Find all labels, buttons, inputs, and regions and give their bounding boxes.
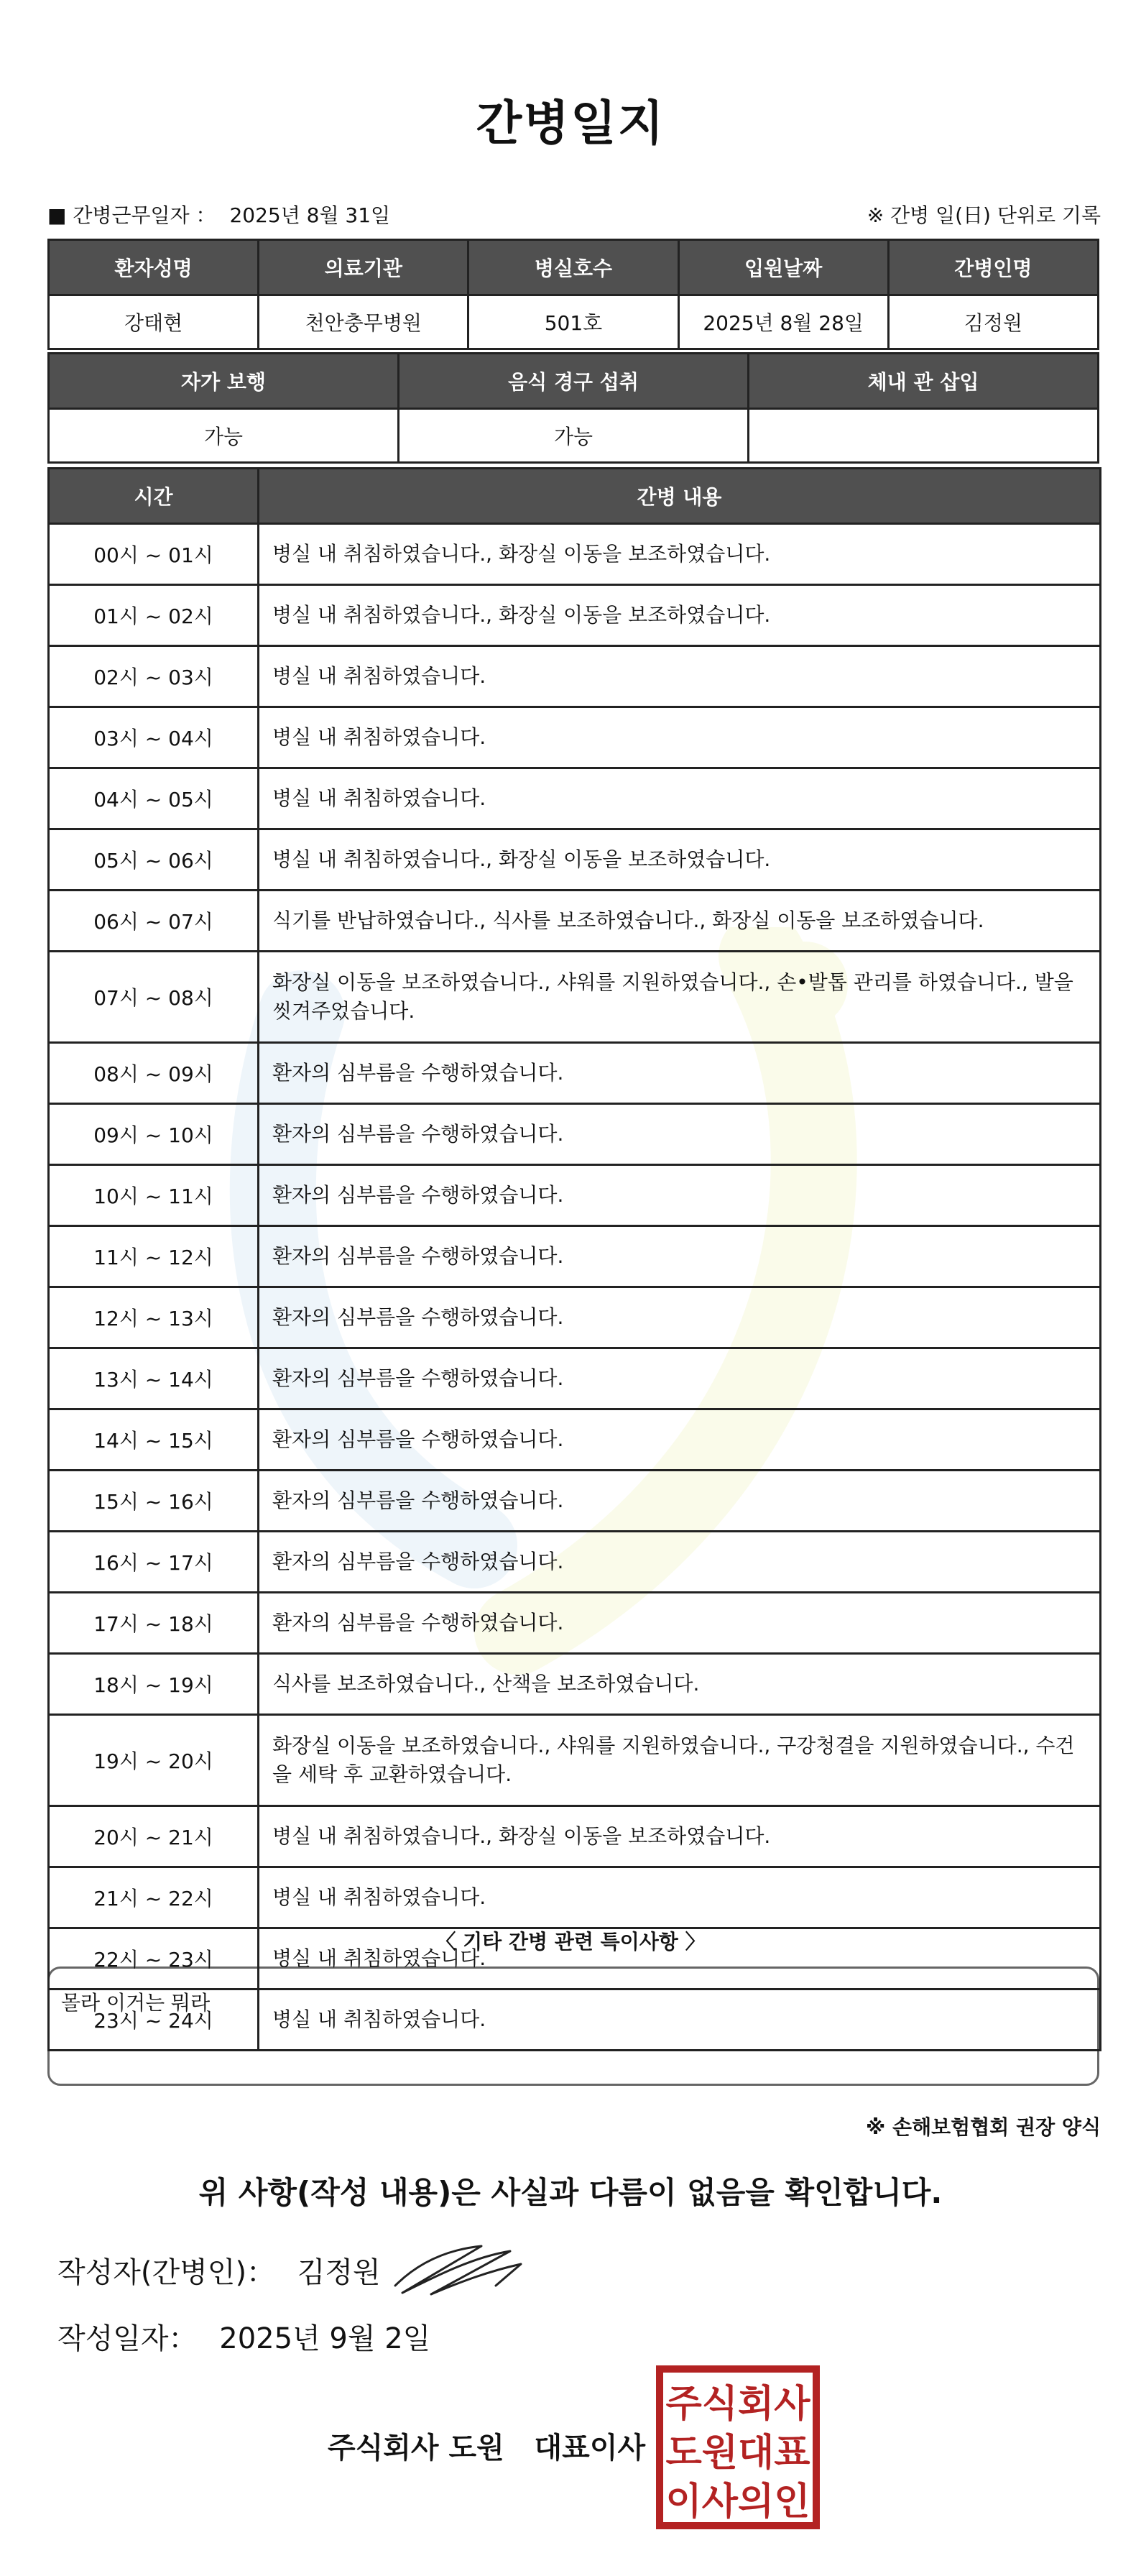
table-row [49, 1867, 1101, 1928]
log-content: 환자의 심부름을 수행하였습니다. [259, 1409, 1101, 1471]
header-room: 병실호수 [468, 240, 678, 295]
writer-name: 김정원 [297, 2256, 381, 2289]
duty-date-label: ■ 간병근무일자 ： [47, 203, 216, 227]
log-content: 식기를 반납하였습니다., 식사를 보조하였습니다., 화장실 이동을 보조하였습니다. [259, 891, 1101, 952]
table-row [49, 1990, 1101, 2051]
seal-line-3: 이사의인 [665, 2480, 810, 2524]
log-time: 09시 ~ 10시 [49, 1104, 259, 1165]
log-content: 환자의 심부름을 수행하였습니다. [259, 1348, 1101, 1409]
log-content: 병실 내 취침하였습니다. [259, 768, 1101, 829]
log-content: 환자의 심부름을 수행하였습니다. [259, 1043, 1101, 1104]
table-row [49, 585, 1101, 646]
writer-line [57, 2250, 381, 2291]
log-time: 05시 ~ 06시 [49, 829, 259, 891]
tube-insertion-value [749, 409, 1099, 463]
log-content: 화장실 이동을 보조하였습니다., 샤워를 지원하였습니다., 손•발톱 관리를 하였습니다., 발을 씻겨주었습니다. [259, 952, 1101, 1043]
log-content: 환자의 심부름을 수행하였습니다. [259, 1104, 1101, 1165]
header-admission-date: 입원날짜 [678, 240, 888, 295]
oral-intake-value: 가능 [399, 409, 749, 463]
self-walking-value: 가능 [49, 409, 399, 463]
table-row [49, 1104, 1101, 1165]
table-row [49, 829, 1101, 891]
log-time: 23시 ~ 24시 [49, 1990, 259, 2051]
log-time: 16시 ~ 17시 [49, 1532, 259, 1593]
log-time: 17시 ~ 18시 [49, 1593, 259, 1654]
log-content: 병실 내 취침하였습니다., 화장실 이동을 보조하였습니다. [259, 524, 1101, 585]
table-row [49, 1806, 1101, 1867]
confirmation-statement: 위 사항(작성 내용)은 사실과 다름이 없음을 확인합니다. [198, 2175, 943, 2210]
hospital-name: 천안충무병원 [259, 295, 468, 349]
insurer-note: ※ 손해보험협회 권장 양식 [866, 2115, 1101, 2139]
table-row [49, 1654, 1101, 1715]
log-time: 00시 ~ 01시 [49, 524, 259, 585]
header-oral-intake: 음식 경구 섭취 [399, 354, 749, 409]
log-content: 환자의 심부름을 수행하였습니다. [259, 1165, 1101, 1226]
company-signatory: 주식회사 도원 대표이사 [328, 2432, 646, 2465]
written-date-value: 2025년 9월 2일 [219, 2322, 431, 2355]
log-content: 병실 내 취침하였습니다. [259, 1990, 1101, 2051]
table-row [49, 1165, 1101, 1226]
log-time: 11시 ~ 12시 [49, 1226, 259, 1287]
log-time: 13시 ~ 14시 [49, 1348, 259, 1409]
log-content: 병실 내 취침하였습니다. [259, 646, 1101, 707]
table-row [49, 1043, 1101, 1104]
header-patient-name: 환자성명 [49, 240, 259, 295]
log-content: 환자의 심부름을 수행하였습니다. [259, 1471, 1101, 1532]
header-caregiver-name: 간병인명 [888, 240, 1098, 295]
log-time: 20시 ~ 21시 [49, 1806, 259, 1867]
table-row [49, 1715, 1101, 1806]
log-time: 22시 ~ 23시 [49, 1928, 259, 1990]
log-time: 14시 ~ 15시 [49, 1409, 259, 1471]
patient-info-table [47, 239, 1099, 350]
log-content: 환자의 심부름을 수행하였습니다. [259, 1532, 1101, 1593]
log-content: 병실 내 취침하였습니다., 화장실 이동을 보조하였습니다. [259, 1806, 1101, 1867]
caregiver-name: 김정원 [888, 295, 1098, 349]
duty-date [47, 200, 390, 229]
log-time: 04시 ~ 05시 [49, 768, 259, 829]
table-row [49, 1348, 1101, 1409]
log-content: 병실 내 취침하였습니다. [259, 707, 1101, 768]
log-time: 21시 ~ 22시 [49, 1867, 259, 1928]
duty-date-value: 2025년 8월 31일 [229, 203, 391, 227]
log-time: 19시 ~ 20시 [49, 1715, 259, 1806]
table-row [49, 1593, 1101, 1654]
log-content: 환자의 심부름을 수행하였습니다. [259, 1593, 1101, 1654]
table-row [49, 891, 1101, 952]
log-time: 03시 ~ 04시 [49, 707, 259, 768]
written-date-line [57, 2316, 430, 2357]
table-row [49, 1532, 1101, 1593]
header-hospital: 의료기관 [259, 240, 468, 295]
table-row [49, 1287, 1101, 1348]
log-content: 병실 내 취침하였습니다. [259, 1867, 1101, 1928]
table-row [49, 1226, 1101, 1287]
patient-name: 강태현 [49, 295, 259, 349]
notes-title: 〈 기타 간병 관련 특이사항 〉 [435, 1930, 706, 1954]
log-time: 15시 ~ 16시 [49, 1471, 259, 1532]
log-content: 병실 내 취침하였습니다., 화장실 이동을 보조하였습니다. [259, 585, 1101, 646]
table-row [49, 952, 1101, 1043]
header-time: 시간 [49, 469, 259, 524]
patient-status-table [47, 352, 1099, 464]
table-row [49, 707, 1101, 768]
company-seal-stamp [655, 2365, 821, 2530]
log-content: 화장실 이동을 보조하였습니다., 샤워를 지원하였습니다., 구강청결을 지원하였습니다., 수건을 세탁 후 교환하였습니다. [259, 1715, 1101, 1806]
log-time: 02시 ~ 03시 [49, 646, 259, 707]
seal-line-1: 주식회사 [665, 2383, 810, 2426]
writer-label: 작성자(간병인)： [57, 2256, 276, 2289]
log-content: 병실 내 취침하였습니다. [259, 1928, 1101, 1990]
unit-note: ※ 간병 일(日) 단위로 기록 [867, 203, 1101, 227]
log-time: 10시 ~ 11시 [49, 1165, 259, 1226]
room-number: 501호 [468, 295, 678, 349]
written-date-label: 작성일자： [57, 2322, 198, 2355]
log-time: 18시 ~ 19시 [49, 1654, 259, 1715]
handwritten-signature [388, 2235, 532, 2300]
header-care-content: 간병 내용 [259, 469, 1101, 524]
notes-content: 몰라 이거는 뭐라 [61, 1991, 211, 2015]
header-self-walking: 자가 보행 [49, 354, 399, 409]
table-row [49, 768, 1101, 829]
header-tube-insertion: 체내 관 삽입 [749, 354, 1099, 409]
table-row [49, 1928, 1101, 1990]
care-log-table [47, 467, 1101, 2051]
log-content: 환자의 심부름을 수행하였습니다. [259, 1287, 1101, 1348]
seal-line-2: 도원대표 [665, 2432, 810, 2475]
admission-date: 2025년 8월 28일 [678, 295, 888, 349]
care-log-body [49, 524, 1101, 2051]
log-time: 12시 ~ 13시 [49, 1287, 259, 1348]
table-row [49, 1471, 1101, 1532]
log-time: 07시 ~ 08시 [49, 952, 259, 1043]
table-row [49, 1409, 1101, 1471]
table-row [49, 524, 1101, 585]
log-content: 환자의 심부름을 수행하였습니다. [259, 1226, 1101, 1287]
document-title: 간병일지 [476, 96, 665, 151]
log-content: 병실 내 취침하였습니다., 화장실 이동을 보조하였습니다. [259, 829, 1101, 891]
table-row [49, 646, 1101, 707]
log-content: 식사를 보조하였습니다., 산책을 보조하였습니다. [259, 1654, 1101, 1715]
log-time: 06시 ~ 07시 [49, 891, 259, 952]
log-time: 08시 ~ 09시 [49, 1043, 259, 1104]
log-time: 01시 ~ 02시 [49, 585, 259, 646]
